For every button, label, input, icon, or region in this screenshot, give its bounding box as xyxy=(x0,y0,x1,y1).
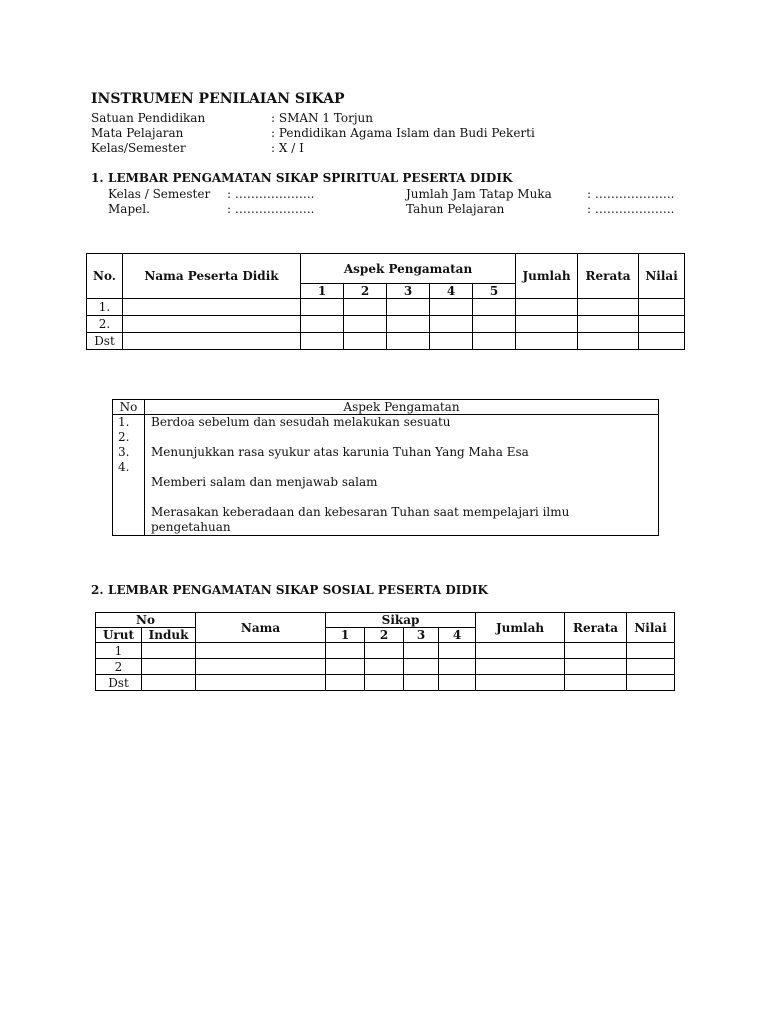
header-induk: Induk xyxy=(142,628,196,643)
table-row xyxy=(87,333,685,350)
s1-mapel-value: : ……………….. xyxy=(227,202,315,216)
aspek-header-no: No xyxy=(113,400,145,415)
header-aspek-2: 2 xyxy=(344,284,387,299)
table-row xyxy=(87,316,685,333)
header-sikap-4: 4 xyxy=(439,628,476,643)
table-row xyxy=(96,659,675,675)
section1-number: 1. xyxy=(91,171,104,185)
header-no: No. xyxy=(87,254,123,299)
row-number: 2 xyxy=(96,659,142,675)
identity-label-satuan: Satuan Pendidikan xyxy=(91,111,206,125)
section2-number: 2. xyxy=(91,583,104,597)
s1-kelas-value: : ……………….. xyxy=(227,187,315,201)
header-nama: Nama xyxy=(196,613,326,643)
s1-kelas-label: Kelas / Semester xyxy=(108,187,211,201)
table-row xyxy=(87,299,685,316)
identity-label-kelas: Kelas/Semester xyxy=(91,141,186,155)
header-rerata: Rerata xyxy=(565,613,627,643)
header-aspek-pengamatan: Aspek Pengamatan xyxy=(301,254,516,284)
identity-label-mapel: Mata Pelajaran xyxy=(91,126,184,140)
header-nilai: Nilai xyxy=(639,254,685,299)
header-aspek-3: 3 xyxy=(387,284,430,299)
table-row xyxy=(96,675,675,691)
header-nilai: Nilai xyxy=(627,613,675,643)
page-title: INSTRUMEN PENILAIAN SIKAP xyxy=(91,91,345,107)
aspek-numbers: 1. 2. 3. 4. xyxy=(113,415,145,536)
header-aspek-1: 1 xyxy=(301,284,344,299)
section1-heading: LEMBAR PENGAMATAN SIKAP SPIRITUAL PESERTA DIDIK xyxy=(108,171,513,185)
s1-jam-value: : ……………….. xyxy=(587,187,675,201)
aspek-pengamatan-table xyxy=(112,399,659,536)
header-jumlah: Jumlah xyxy=(476,613,565,643)
s1-jam-label: Jumlah Jam Tatap Muka xyxy=(406,187,552,201)
header-sikap-2: 2 xyxy=(365,628,404,643)
spiritual-observation-table xyxy=(86,253,685,350)
section2-heading: LEMBAR PENGAMATAN SIKAP SOSIAL PESERTA DIDIK xyxy=(108,583,488,597)
row-number: 1 xyxy=(96,643,142,659)
header-urut: Urut xyxy=(96,628,142,643)
header-nama-peserta: Nama Peserta Didik xyxy=(123,254,301,299)
identity-value-satuan: : SMAN 1 Torjun xyxy=(271,111,374,125)
row-number: Dst xyxy=(87,333,123,350)
aspek-list-text: Berdoa sebelum dan sesudah melakukan sesuatu Menunjukkan rasa syukur atas karunia Tuhan Yang Maha Esa Memberi salam dan menjawab salam Merasakan keberadaan dan kebesaran Tuhan saat mempelajari ilmu pengetahuan xyxy=(145,415,659,536)
s1-mapel-label: Mapel. xyxy=(108,202,150,216)
header-rerata: Rerata xyxy=(578,254,639,299)
identity-value-kelas: : X / I xyxy=(271,141,304,155)
row-number: Dst xyxy=(96,675,142,691)
social-observation-table xyxy=(95,612,675,691)
header-aspek-5: 5 xyxy=(473,284,516,299)
s1-tahun-value: : ……………….. xyxy=(587,202,675,216)
header-sikap-1: 1 xyxy=(326,628,365,643)
header-sikap-3: 3 xyxy=(404,628,439,643)
row-number: 1. xyxy=(87,299,123,316)
s1-tahun-label: Tahun Pelajaran xyxy=(406,202,505,216)
identity-value-mapel: : Pendidikan Agama Islam dan Budi Pekerti xyxy=(271,126,535,140)
table-row xyxy=(96,643,675,659)
header-aspek-4: 4 xyxy=(430,284,473,299)
header-sikap: Sikap xyxy=(326,613,476,628)
header-no: No xyxy=(96,613,196,628)
aspek-header-title: Aspek Pengamatan xyxy=(145,400,659,415)
header-jumlah: Jumlah xyxy=(516,254,578,299)
row-number: 2. xyxy=(87,316,123,333)
